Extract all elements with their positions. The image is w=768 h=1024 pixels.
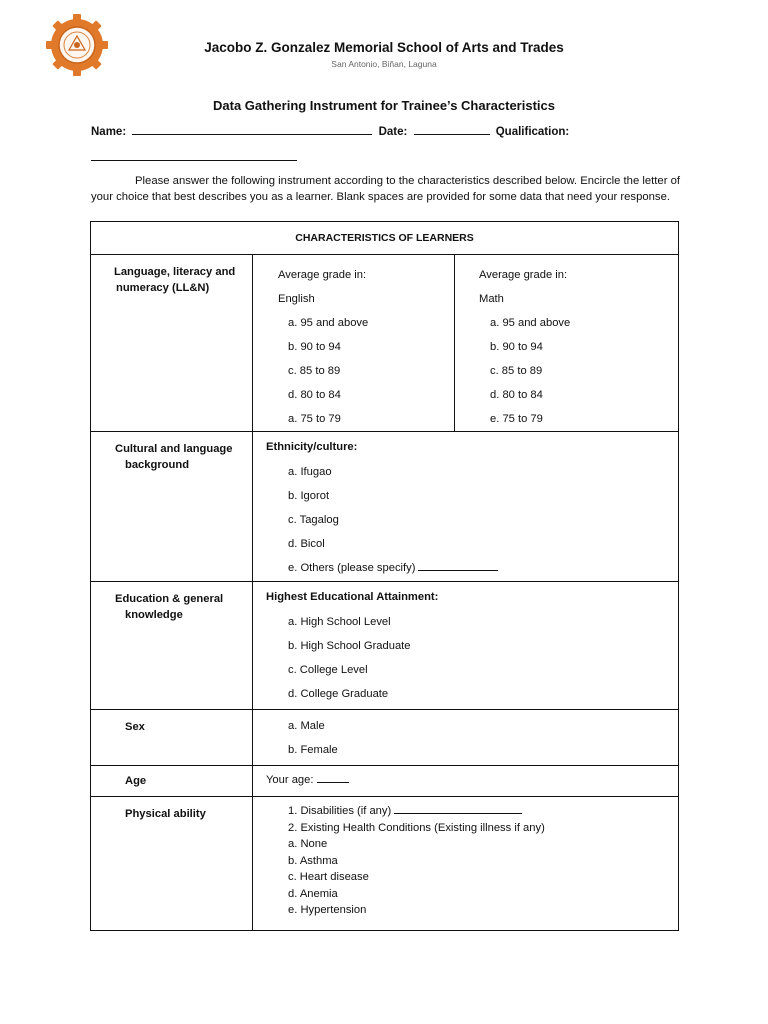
school-name: Jacobo Z. Gonzalez Memorial School of Arts and Trades	[204, 40, 564, 55]
health-option[interactable]: e. Hypertension	[288, 904, 367, 916]
label-line: background	[125, 459, 190, 471]
row-llN	[91, 255, 679, 432]
culture-cell	[253, 432, 679, 582]
row-physical	[91, 797, 679, 931]
english-subject: English	[278, 293, 315, 305]
education-question: Highest Educational Attainment:	[266, 591, 439, 603]
qualification-label: Qualification:	[495, 126, 570, 138]
instructions	[91, 173, 687, 205]
date-blank[interactable]	[414, 124, 490, 135]
row-label-education	[91, 582, 253, 710]
culture-option-others: e. Others (please specify)	[288, 562, 416, 574]
english-option[interactable]: b. 90 to 94	[288, 341, 341, 353]
name-blank[interactable]	[132, 124, 372, 135]
sex-cell	[253, 710, 679, 766]
english-option[interactable]: c. 85 to 89	[288, 365, 341, 377]
row-label-physical: Physical ability	[91, 797, 253, 931]
label-line: numeracy (LL&N)	[116, 282, 210, 294]
document-title: Data Gathering Instrument for Trainee’s Characteristics	[213, 98, 555, 113]
label-line: knowledge	[125, 609, 183, 621]
math-option[interactable]: a. 95 and above	[490, 317, 571, 329]
age-blank[interactable]	[317, 773, 349, 783]
disabilities-text: 1. Disabilities (if any)	[288, 805, 392, 817]
age-question: Your age:	[266, 774, 314, 786]
math-option[interactable]: b. 90 to 94	[490, 341, 543, 353]
education-option[interactable]: b. High School Graduate	[288, 640, 411, 652]
sex-option[interactable]: b. Female	[288, 744, 338, 756]
age-cell	[253, 766, 679, 797]
disabilities-question	[266, 803, 668, 820]
culture-option[interactable]: c. Tagalog	[288, 514, 339, 526]
instructions-text: Please answer the following instrument according to the characteristics described below. Encircle the letter of your choice that best describes you as a learner. Blank spaces are provided for some data that need your response.	[91, 175, 681, 203]
row-label-llN	[91, 255, 253, 432]
math-option[interactable]: e. 75 to 79	[490, 413, 543, 425]
math-prompt: Average grade in:	[479, 269, 568, 281]
culture-option[interactable]: b. Igorot	[288, 490, 330, 502]
characteristics-table	[90, 221, 679, 931]
english-option[interactable]: a. 95 and above	[288, 317, 369, 329]
health-option[interactable]: a. None	[288, 838, 328, 850]
qualification-blank[interactable]	[91, 160, 297, 161]
health-question: 2. Existing Health Conditions (Existing illness if any)	[288, 821, 545, 834]
education-option[interactable]: a. High School Level	[288, 616, 391, 628]
education-cell	[253, 582, 679, 710]
culture-question: Ethnicity/culture:	[266, 441, 358, 453]
health-option[interactable]: c. Heart disease	[288, 871, 369, 883]
english-option[interactable]: d. 80 to 84	[288, 389, 341, 401]
education-option[interactable]: c. College Level	[288, 664, 368, 676]
label-line: Cultural and language	[115, 443, 233, 455]
disabilities-blank[interactable]	[394, 804, 522, 814]
header-fields	[91, 124, 569, 138]
health-option[interactable]: b. Asthma	[288, 854, 338, 867]
row-label-age: Age	[91, 766, 253, 797]
physical-cell	[253, 797, 679, 931]
culture-option[interactable]: d. Bicol	[288, 538, 325, 550]
row-sex	[91, 710, 679, 766]
math-option[interactable]: d. 80 to 84	[490, 389, 543, 401]
culture-option[interactable]: a. Ifugao	[288, 466, 332, 478]
row-age	[91, 766, 679, 797]
label-line: Language, literacy and	[114, 266, 236, 278]
row-culture	[91, 432, 679, 582]
table-header: CHARACTERISTICS OF LEARNERS	[91, 222, 679, 255]
sex-option[interactable]: a. Male	[288, 720, 325, 732]
math-subject: Math	[479, 293, 504, 305]
others-blank[interactable]	[418, 561, 498, 571]
english-cell	[253, 255, 455, 432]
english-prompt: Average grade in:	[278, 269, 367, 281]
school-address: San Antonio, Biñan, Laguna	[331, 59, 437, 69]
english-option[interactable]: a. 75 to 79	[288, 413, 341, 425]
date-label: Date:	[378, 126, 408, 138]
name-label: Name:	[91, 126, 127, 138]
label-line: Education & general	[115, 593, 224, 605]
culture-option[interactable]	[266, 556, 668, 580]
education-option[interactable]: d. College Graduate	[288, 688, 389, 700]
row-label-culture	[91, 432, 253, 582]
row-education	[91, 582, 679, 710]
row-label-sex: Sex	[91, 710, 253, 766]
health-option[interactable]: d. Anemia	[288, 887, 338, 900]
math-cell	[455, 255, 679, 432]
math-option[interactable]: c. 85 to 89	[490, 365, 543, 377]
